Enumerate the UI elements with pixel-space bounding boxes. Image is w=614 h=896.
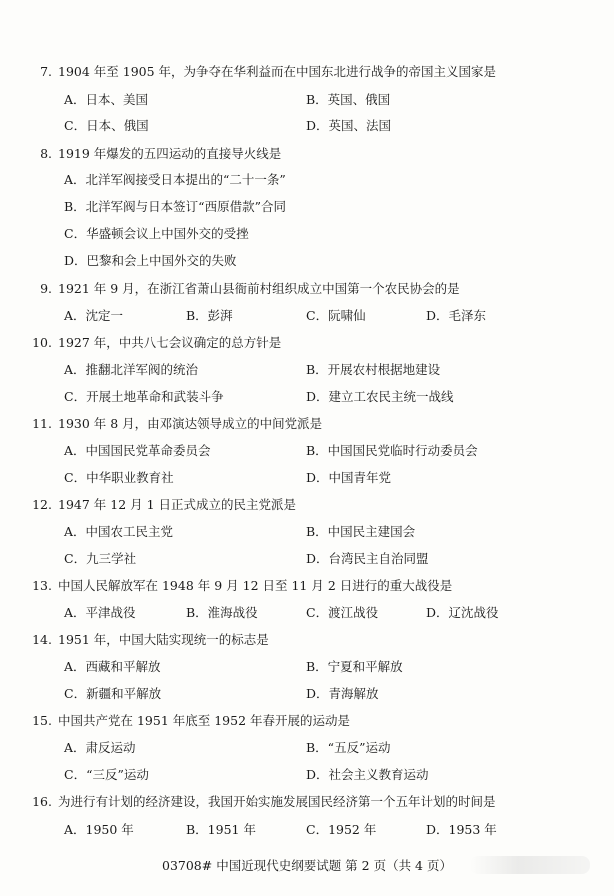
question-stem: 中国人民解放军在 1948 年 9 月 12 日至 11 月 2 日进行的重大战役是	[58, 578, 453, 593]
option-b: B．中国民主建国会	[306, 524, 416, 539]
option-b: B．1951 年	[186, 822, 256, 837]
option-d: D．社会主义教育运动	[306, 767, 429, 782]
option-c: C．1952 年	[306, 822, 377, 837]
option-b: B．淮海战役	[186, 605, 258, 620]
option-a: A．日本、美国	[64, 92, 149, 107]
question-number: 11.	[32, 416, 52, 431]
question-7	[22, 64, 496, 80]
option-b: B．宁夏和平解放	[306, 659, 403, 674]
option-a: A．北洋军阀接受日本提出的“二十一条”	[64, 172, 286, 187]
option-a: A．中国国民党革命委员会	[64, 443, 211, 458]
question-11	[22, 416, 322, 432]
option-a: A．肃反运动	[64, 740, 136, 755]
question-stem: 1921 年 9 月，在浙江省萧山县衙前村组织成立中国第一个农民协会的是	[58, 281, 460, 296]
question-9	[22, 281, 460, 297]
question-number: 9.	[40, 281, 52, 296]
question-10	[22, 335, 281, 351]
option-d: D．中国青年党	[306, 470, 392, 485]
question-stem: 1947 年 12 月 1 日正式成立的民主党派是	[58, 497, 297, 512]
option-c: C．日本、俄国	[64, 118, 149, 133]
question-number: 13.	[32, 578, 52, 593]
question-12	[22, 497, 296, 513]
option-c: C．华盛顿会议上中国外交的受挫	[64, 226, 249, 241]
question-stem: 1930 年 8 月，由邓演达领导成立的中间党派是	[58, 416, 323, 431]
option-d: D．建立工农民主统一战线	[306, 389, 454, 404]
option-a: A．沈定一	[64, 308, 124, 323]
option-b: B．“五反”运动	[306, 740, 391, 755]
option-d: D．辽沈战役	[426, 605, 499, 620]
option-c: C．中华职业教育社	[64, 470, 174, 485]
option-c: C．“三反”运动	[64, 767, 149, 782]
question-number: 16.	[32, 794, 52, 809]
option-d: D．青海解放	[306, 686, 379, 701]
question-stem: 为进行有计划的经济建设，我国开始实施发展国民经济第一个五年计划的时间是	[58, 794, 496, 809]
option-a: A．西藏和平解放	[64, 659, 161, 674]
option-b: B．北洋军阀与日本签订“西原借款”合同	[64, 199, 286, 214]
question-number: 8.	[40, 146, 52, 161]
option-b: B．英国、俄国	[306, 92, 391, 107]
question-13	[22, 578, 452, 594]
question-number: 14.	[32, 632, 52, 647]
question-8	[22, 146, 281, 162]
option-d: D．毛泽东	[426, 308, 487, 323]
option-c: C．九三学社	[64, 551, 137, 566]
question-stem: 1904 年至 1905 年，为争夺在华利益而在中国东北进行战争的帝国主义国家是	[58, 64, 497, 79]
option-c: C．开展土地革命和武装斗争	[64, 389, 224, 404]
question-number: 10.	[32, 335, 52, 350]
option-d: D．巴黎和会上中国外交的失败	[64, 253, 237, 268]
question-16	[22, 794, 496, 810]
option-b: B．开展农村根据地建设	[306, 362, 441, 377]
question-stem: 1927 年，中共八七会议确定的总方针是	[58, 335, 282, 350]
option-d: D．台湾民主自治同盟	[306, 551, 429, 566]
option-a: A．1950 年	[64, 822, 134, 837]
option-b: B．彭湃	[186, 308, 233, 323]
question-stem: 中国共产党在 1951 年底至 1952 年春开展的运动是	[58, 713, 351, 728]
option-a: A．推翻北洋军阀的统治	[64, 362, 199, 377]
question-15	[22, 713, 350, 729]
question-number: 7.	[40, 64, 52, 79]
option-a: A．平津战役	[64, 605, 136, 620]
option-c: C．阮啸仙	[306, 308, 366, 323]
option-c: C．渡江战役	[306, 605, 379, 620]
option-d: D．英国、法国	[306, 118, 392, 133]
question-number: 15.	[32, 713, 52, 728]
option-d: D．1953 年	[426, 822, 497, 837]
page-footer: 03708# 中国近现代史纲要试题 第 2 页（共 4 页）	[162, 858, 452, 873]
option-b: B．中国国民党临时行动委员会	[306, 443, 478, 458]
question-stem: 1919 年爆发的五四运动的直接导火线是	[58, 146, 282, 161]
watermark-smudge	[470, 856, 590, 874]
option-a: A．中国农工民主党	[64, 524, 174, 539]
option-c: C．新疆和平解放	[64, 686, 162, 701]
question-14	[22, 632, 269, 648]
question-number: 12.	[32, 497, 52, 512]
question-stem: 1951 年，中国大陆实现统一的标志是	[58, 632, 269, 647]
